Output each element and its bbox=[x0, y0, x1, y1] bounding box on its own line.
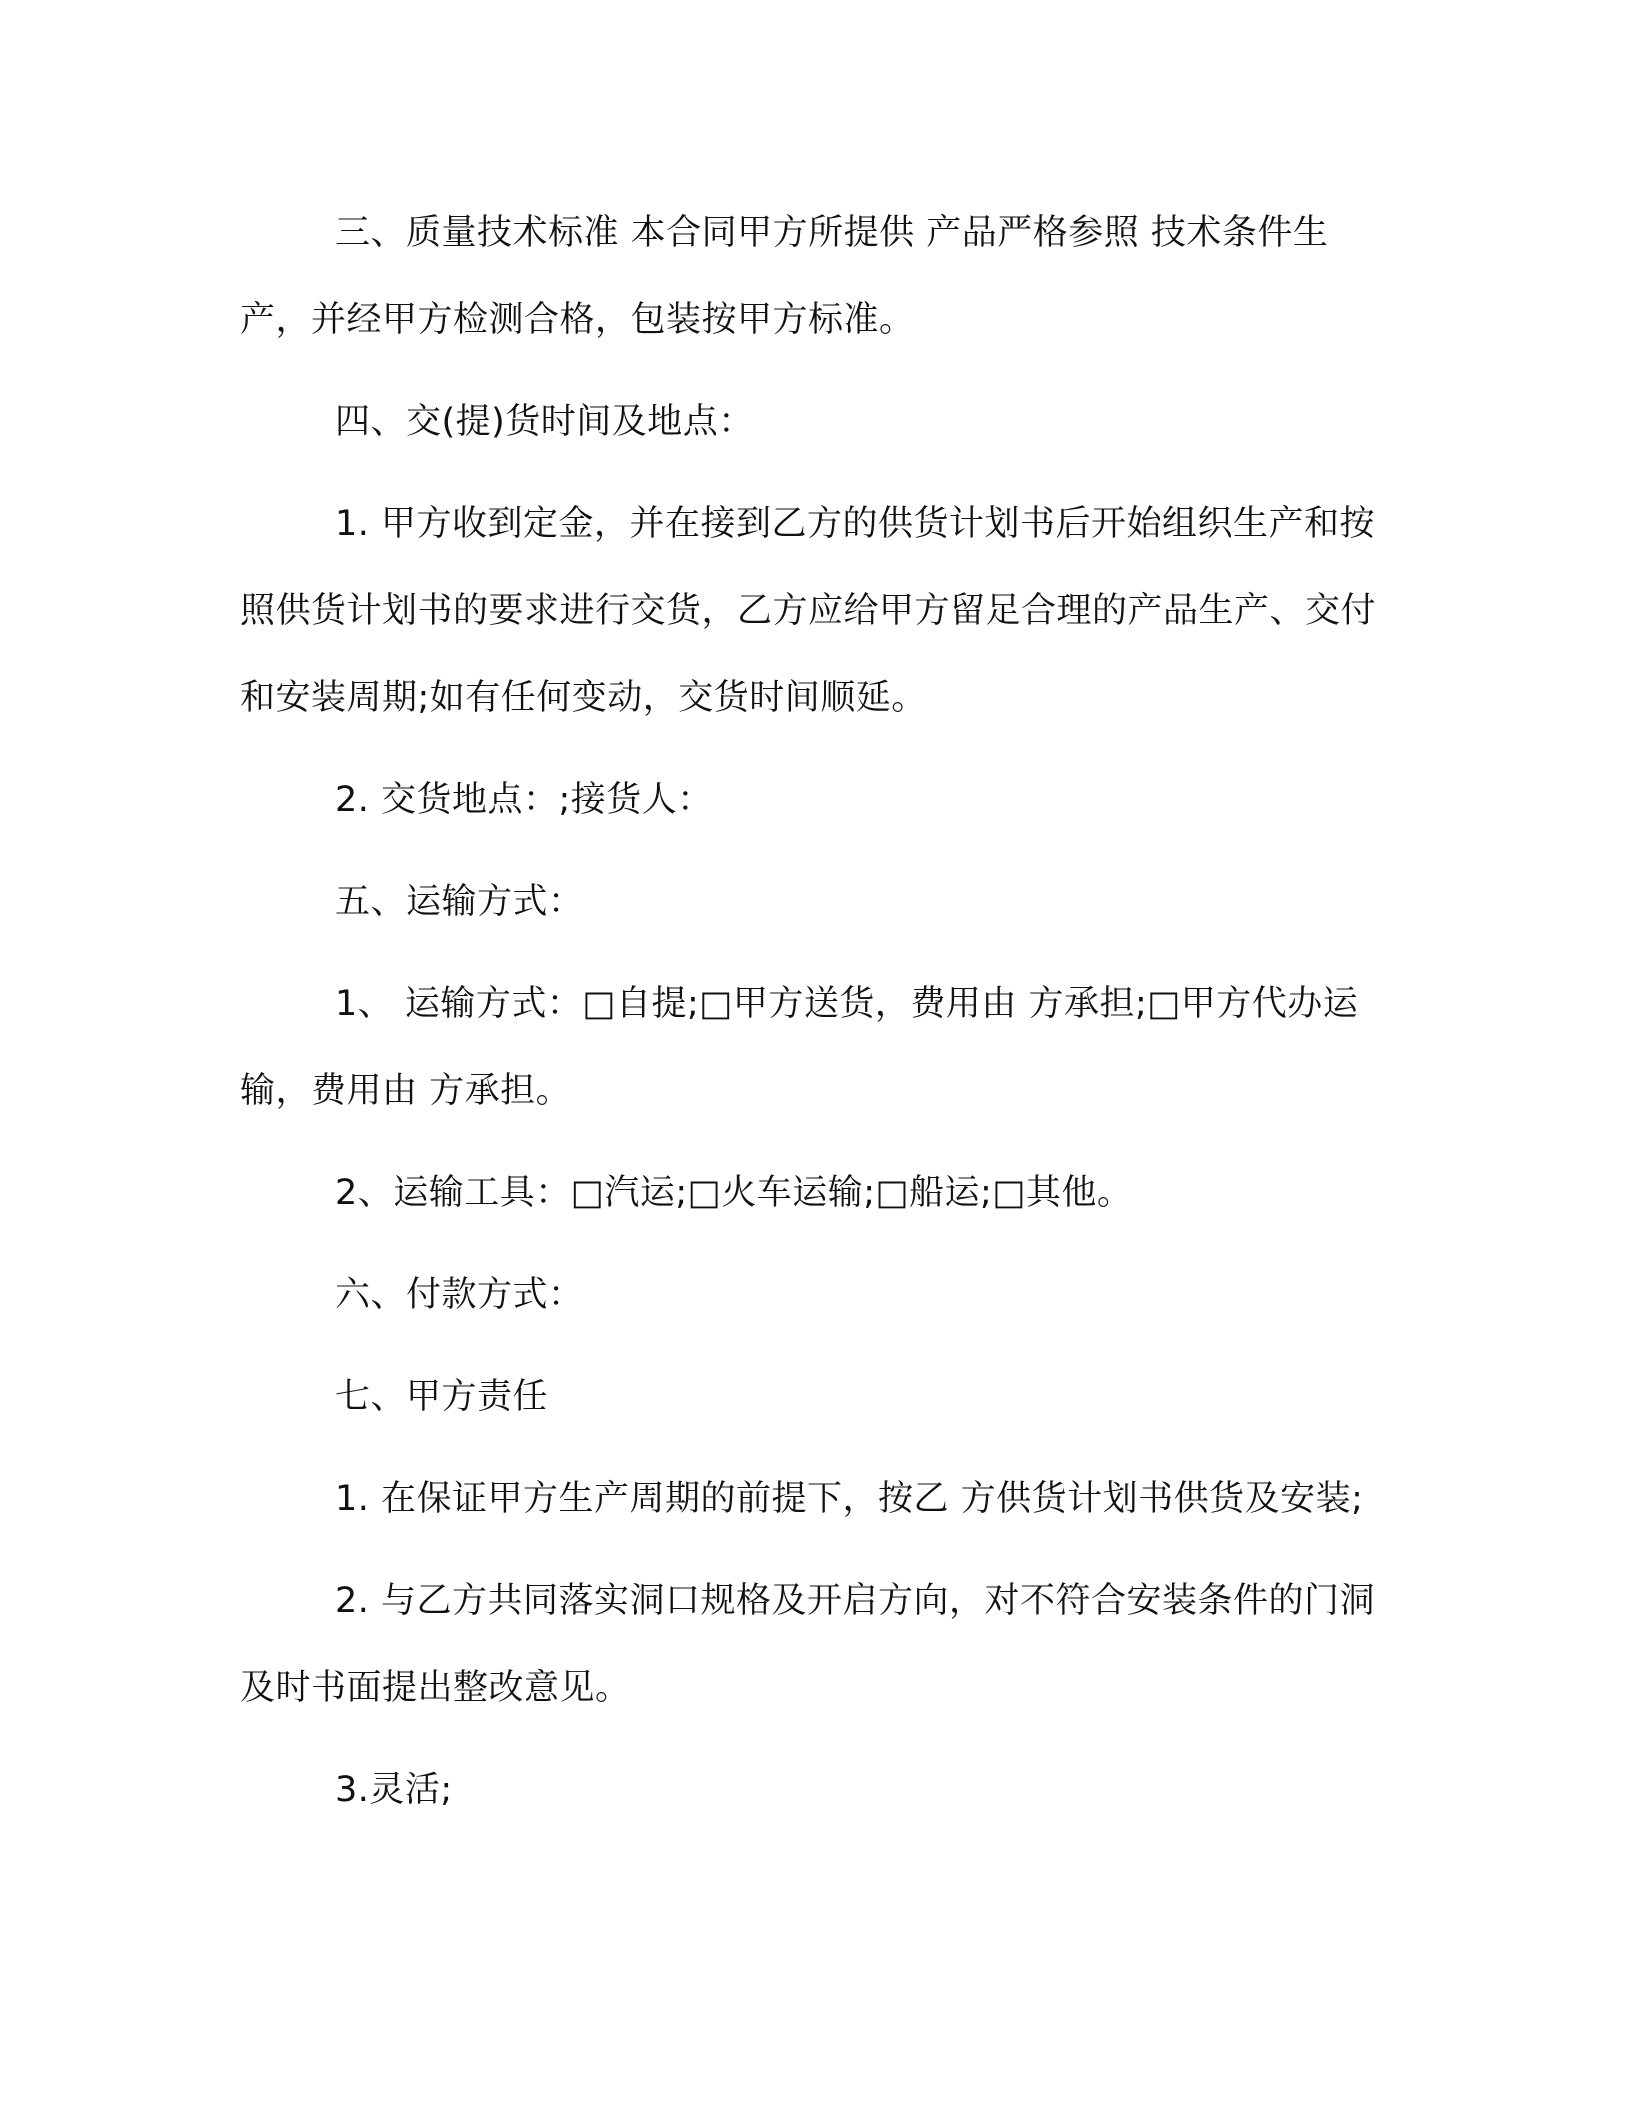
section-7-item-3: 3.灵活; bbox=[335, 1770, 453, 1810]
section-7-heading: 七、甲方责任 bbox=[335, 1377, 549, 1417]
section-7-item-2: 2. 与乙方共同落实洞口规格及开启方向，对不符合安装条件的门洞及时书面提出整改意见。 bbox=[240, 1581, 1376, 1708]
section-5-item-2: 2、运输工具：□汽运;□火车运输;□船运;□其他。 bbox=[335, 1173, 1133, 1213]
document-page bbox=[240, 190, 1390, 1849]
section-4-item-1: 1. 甲方收到定金，并在接到乙方的供货计划书后开始组织生产和按照供货计划书的要求进行交货，乙方应给甲方留足合理的产品生产、交付和安装周期;如有任何变动，交货时间顺延。 bbox=[240, 504, 1377, 718]
section-6-heading: 六、付款方式： bbox=[335, 1275, 584, 1315]
section-5-heading: 五、运输方式： bbox=[335, 882, 584, 922]
section-5-item-1: 1、 运输方式：□自提;□甲方送货，费用由 方承担;□甲方代办运输，费用由 方承担。 bbox=[240, 984, 1359, 1111]
section-7-item-1: 1. 在保证甲方生产周期的前提下，按乙 方供货计划书供货及安装; bbox=[335, 1479, 1364, 1519]
section-4-item-2: 2. 交货地点：;接货人： bbox=[335, 780, 713, 820]
section-3-quality-standard: 三、质量技术标准 本合同甲方所提供 产品严格参照 技术条件生产，并经甲方检测合格，包装按甲方标准。 bbox=[240, 213, 1329, 340]
section-4-heading: 四、交(提)货时间及地点： bbox=[335, 402, 754, 442]
